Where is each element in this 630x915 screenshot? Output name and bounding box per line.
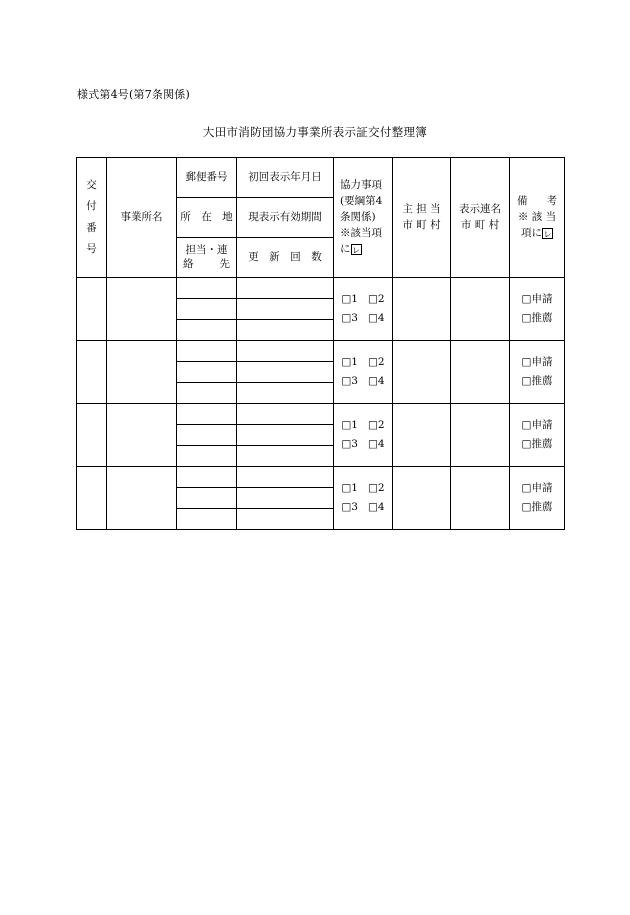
coop-option-2[interactable]: □2 bbox=[368, 355, 385, 368]
first-display-date-cell[interactable] bbox=[237, 278, 334, 299]
display-joint-cell[interactable] bbox=[451, 404, 510, 467]
issue-no-cell[interactable] bbox=[77, 341, 107, 404]
application-option[interactable]: □申請 bbox=[521, 355, 553, 368]
valid-period-cell[interactable] bbox=[237, 362, 334, 383]
application-option[interactable]: □申請 bbox=[521, 292, 553, 305]
renewal-count-cell[interactable] bbox=[237, 383, 334, 404]
municipality-cell[interactable] bbox=[393, 404, 451, 467]
display-joint-cell[interactable] bbox=[451, 467, 510, 530]
issue-no-cell[interactable] bbox=[77, 278, 107, 341]
application-option[interactable]: □申請 bbox=[521, 481, 553, 494]
header-display-joint: 表示連名 市 町 村 bbox=[451, 158, 510, 278]
coop-option-1[interactable]: □1 bbox=[341, 481, 358, 494]
header-business-name: 事業所名 bbox=[107, 158, 177, 278]
contact-cell[interactable] bbox=[177, 509, 237, 530]
renewal-count-cell[interactable] bbox=[237, 509, 334, 530]
display-joint-cell[interactable] bbox=[451, 341, 510, 404]
postal-code-cell[interactable] bbox=[177, 404, 237, 425]
header-first-display-date: 初回表示年月日 bbox=[237, 158, 334, 198]
remarks-cell[interactable] bbox=[510, 341, 565, 404]
contact-cell[interactable] bbox=[177, 383, 237, 404]
remarks-cell[interactable] bbox=[510, 404, 565, 467]
postal-code-cell[interactable] bbox=[177, 467, 237, 488]
header-contact: 担当・連 絡 先 bbox=[177, 238, 237, 278]
coop-option-2[interactable]: □2 bbox=[368, 481, 385, 494]
remarks-cell[interactable] bbox=[510, 278, 565, 341]
contact-cell[interactable] bbox=[177, 446, 237, 467]
address-cell[interactable] bbox=[177, 362, 237, 383]
coop-option-4[interactable]: □4 bbox=[368, 312, 385, 324]
check-mark-icon: レ bbox=[543, 229, 552, 239]
recommendation-option[interactable]: □推薦 bbox=[521, 438, 553, 450]
coop-option-4[interactable]: □4 bbox=[368, 375, 385, 387]
coop-option-3[interactable]: □3 bbox=[341, 501, 358, 513]
page-title: 大田市消防団協力事業所表示証交付整理簿 bbox=[202, 125, 428, 139]
header-cooperation: 協力事項 (要綱第4 条関係) ※該当項 に レ bbox=[334, 158, 393, 278]
business-name-cell[interactable] bbox=[107, 278, 177, 341]
issue-no-cell[interactable] bbox=[77, 467, 107, 530]
coop-option-2[interactable]: □2 bbox=[368, 418, 385, 431]
recommendation-option[interactable]: □推薦 bbox=[521, 501, 553, 513]
coop-option-4[interactable]: □4 bbox=[368, 438, 385, 450]
coop-option-3[interactable]: □3 bbox=[341, 438, 358, 450]
municipality-cell[interactable] bbox=[393, 467, 451, 530]
first-display-date-cell[interactable] bbox=[237, 341, 334, 362]
address-cell[interactable] bbox=[177, 488, 237, 509]
renewal-count-cell[interactable] bbox=[237, 320, 334, 341]
postal-code-cell[interactable] bbox=[177, 341, 237, 362]
recommendation-option[interactable]: □推薦 bbox=[521, 312, 553, 324]
contact-cell[interactable] bbox=[177, 320, 237, 341]
header-municipality: 主 担 当 市 町 村 bbox=[393, 158, 451, 278]
valid-period-cell[interactable] bbox=[237, 425, 334, 446]
business-name-cell[interactable] bbox=[107, 404, 177, 467]
header-current-valid-period: 現表示有効期間 bbox=[237, 198, 334, 238]
municipality-cell[interactable] bbox=[393, 341, 451, 404]
recommendation-option[interactable]: □推薦 bbox=[521, 375, 553, 387]
header-remarks: 備 考 ※ 該 当 項に レ bbox=[510, 158, 565, 278]
renewal-count-cell[interactable] bbox=[237, 446, 334, 467]
coop-option-1[interactable]: □1 bbox=[341, 418, 358, 431]
register-table bbox=[76, 157, 565, 530]
business-name-cell[interactable] bbox=[107, 341, 177, 404]
application-option[interactable]: □申請 bbox=[521, 418, 553, 431]
address-cell[interactable] bbox=[177, 425, 237, 446]
coop-option-3[interactable]: □3 bbox=[341, 312, 358, 324]
header-issue-no: 交 付 番 号 bbox=[77, 158, 107, 278]
postal-code-cell[interactable] bbox=[177, 278, 237, 299]
address-cell[interactable] bbox=[177, 299, 237, 320]
display-joint-cell[interactable] bbox=[451, 278, 510, 341]
issue-no-cell[interactable] bbox=[77, 404, 107, 467]
form-number: 様式第4号(第7条関係) bbox=[77, 88, 190, 101]
first-display-date-cell[interactable] bbox=[237, 404, 334, 425]
table-row bbox=[77, 341, 565, 362]
header-renewal-count: 更 新 回 数 bbox=[237, 238, 334, 278]
first-display-date-cell[interactable] bbox=[237, 467, 334, 488]
coop-option-4[interactable]: □4 bbox=[368, 501, 385, 513]
table-row bbox=[77, 278, 565, 299]
cooperation-cell[interactable] bbox=[334, 404, 393, 467]
cooperation-cell[interactable] bbox=[334, 341, 393, 404]
header-address: 所 在 地 bbox=[177, 198, 237, 238]
coop-option-3[interactable]: □3 bbox=[341, 375, 358, 387]
business-name-cell[interactable] bbox=[107, 467, 177, 530]
coop-option-2[interactable]: □2 bbox=[368, 292, 385, 305]
municipality-cell[interactable] bbox=[393, 278, 451, 341]
table-row bbox=[77, 467, 565, 488]
coop-option-1[interactable]: □1 bbox=[341, 292, 358, 305]
coop-option-1[interactable]: □1 bbox=[341, 355, 358, 368]
remarks-cell[interactable] bbox=[510, 467, 565, 530]
valid-period-cell[interactable] bbox=[237, 488, 334, 509]
cooperation-cell[interactable] bbox=[334, 278, 393, 341]
table-row bbox=[77, 404, 565, 425]
cooperation-cell[interactable] bbox=[334, 467, 393, 530]
header-postal-code: 郵便番号 bbox=[177, 158, 237, 198]
valid-period-cell[interactable] bbox=[237, 299, 334, 320]
check-mark-icon: レ bbox=[352, 245, 360, 255]
